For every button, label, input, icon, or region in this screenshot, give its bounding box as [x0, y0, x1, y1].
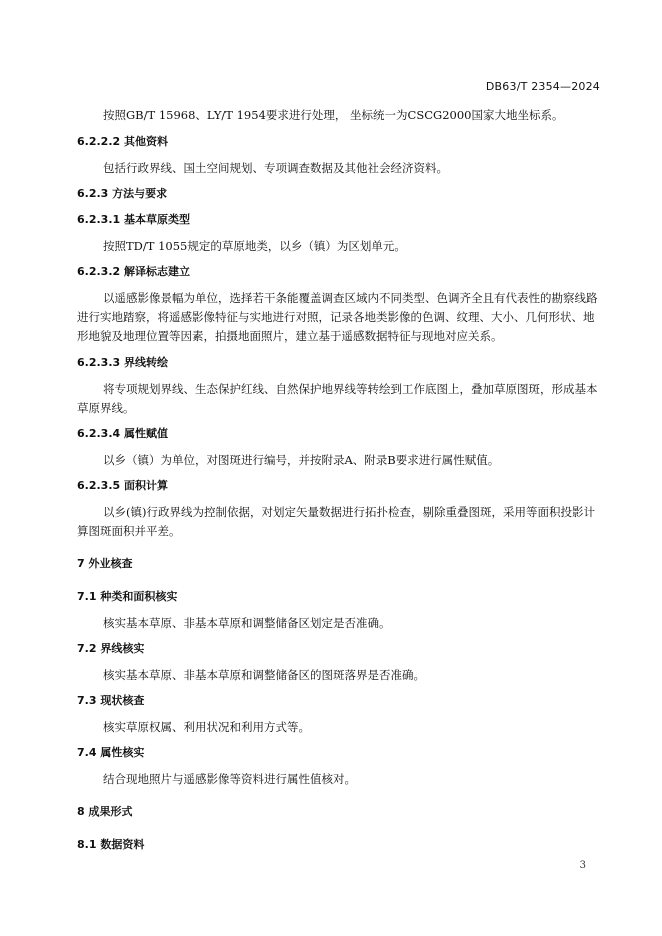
paragraph-line: 以乡(镇)行政界线为控制依据，对划定矢量数据进行拓扑检查，剔除重叠图斑，采用等面积投影计	[103, 505, 595, 519]
paragraph-line: 核实基本草原、非基本草原和调整储备区划定是否准确。	[103, 616, 391, 630]
section-heading: 8.1 数据资料	[77, 838, 145, 851]
paragraph-line: 草原界线。	[77, 401, 135, 415]
section-heading: 6.2.2.2 其他资料	[77, 135, 168, 148]
paragraph-line: 包括行政界线、国土空间规划、专项调查数据及其他社会经济资料。	[103, 161, 448, 175]
section-heading: 8 成果形式	[77, 805, 133, 818]
paragraph-line: 核实基本草原、非基本草原和调整储备区的图斑落界是否准确。	[103, 668, 425, 682]
paragraph-line: 算图斑面积并平差。	[77, 524, 181, 538]
document-code: DB63/T 2354—2024	[485, 80, 600, 93]
paragraph-line: 形地貌及地理位置等因素，拍摄地面照片，建立基于遥感数据特征与现地对应关系。	[77, 329, 503, 343]
paragraph-line: 结合现地照片与遥感影像等资料进行属性值核对。	[103, 772, 356, 786]
paragraph-line: 核实草原权属、利用状况和利用方式等。	[103, 720, 310, 734]
section-heading: 6.2.3.4 属性赋值	[77, 427, 168, 440]
section-heading: 7 外业核查	[77, 557, 133, 570]
section-heading: 7.2 界线核实	[77, 642, 145, 655]
paragraph-line: 按照TD/T 1055规定的草原地类，以乡（镇）为区划单元。	[103, 239, 406, 253]
section-heading: 7.3 现状核查	[77, 694, 145, 707]
paragraph-line: 以遥感影像景幅为单位，选择若干条能覆盖调查区域内不同类型、色调齐全且有代表性的勘察线路	[103, 291, 598, 305]
paragraph-line: 将专项规划界线、生态保护红线、自然保护地界线等转绘到工作底图上，叠加草原图斑，形成基本	[103, 382, 598, 396]
section-heading: 6.2.3.2 解译标志建立	[77, 265, 190, 278]
section-heading: 7.1 种类和面积核实	[77, 590, 178, 603]
section-heading: 6.2.3 方法与要求	[77, 187, 168, 200]
section-heading: 6.2.3.5 面积计算	[77, 479, 168, 492]
paragraph-line: 以乡（镇）为单位，对图斑进行编号，并按附录A、附录B要求进行属性赋值。	[103, 453, 500, 467]
page-number: 3	[579, 860, 586, 871]
paragraph-line: 按照GB/T 15968、LY/T 1954要求进行处理， 坐标统一为CSCG2000国家大地坐标系。	[103, 108, 564, 122]
section-heading: 6.2.3.3 界线转绘	[77, 356, 168, 369]
paragraph-line: 进行实地踏察，将遥感影像特征与实地进行对照，记录各地类影像的色调、纹理、大小、几何形状、地	[77, 310, 595, 324]
section-heading: 6.2.3.1 基本草原类型	[77, 213, 190, 226]
section-heading: 7.4 属性核实	[77, 746, 145, 759]
